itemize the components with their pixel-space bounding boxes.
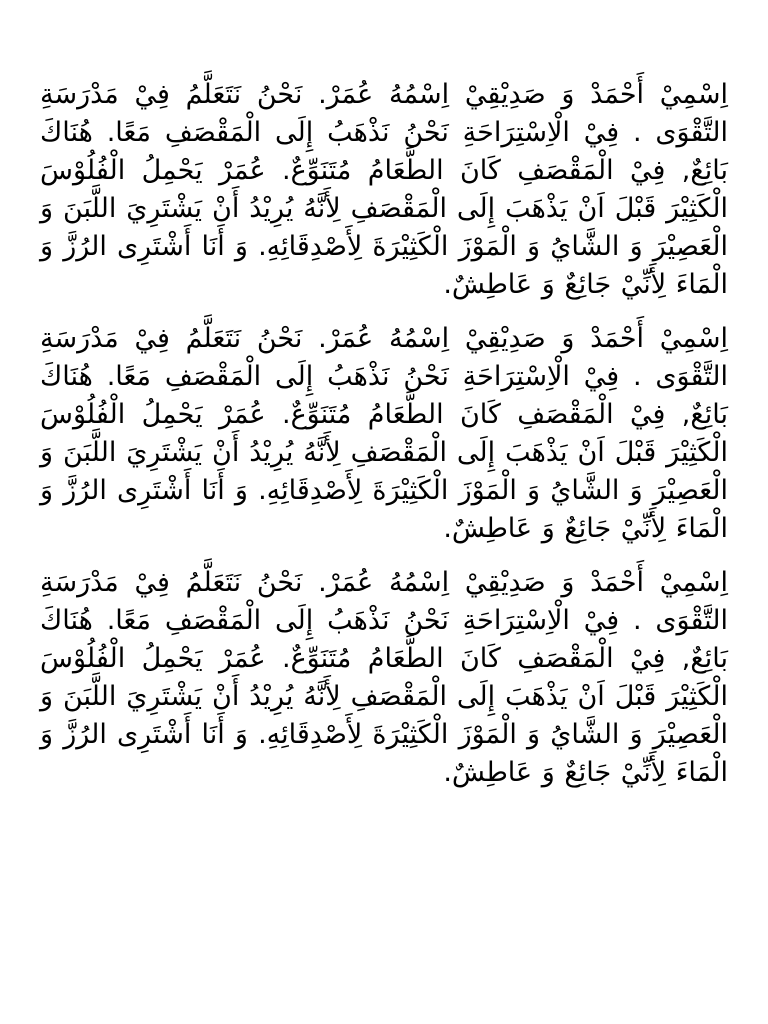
paragraph-2: اِسْمِيْ أَحْمَدْ وَ صَدِيْقِيْ اِسْمُهُ عُمَرْ. نَحْنُ نَتَعَلَّمُ فِيْ مَدْرَسَةِ التَّقْوَى . فِيْ الْاِسْتِرَاحَةِ نَحْنُ نَذْهَبُ إِلَى الْمَقْصَفِ مَعًا. هُنَاكَ بَائِعٌ, فِيْ الْمَقْصَفِ كَانَ الطَّعَامُ مُتَنَوِّعٌ. عُمَرْ يَحْمِلُ الْفُلُوْسَ الْكَثِيْرَ قَبْلَ اَنْ يَذْهَبَ إِلَى الْمَقْصَفِ لِأَنَّهُ يُرِيْدُ أَنْ يَشْتَرِيَ اللَّبَنَ وَ الْعَصِيْرَ وَ الشَّايُ وَ الْمَوْزَ الْكَثِيْرَةَ لِأَصْدِقَائِهِ. وَ أَنَا أَشْتَرِى الرُزَّ وَ الْمَاءَ لِأَنِّيْ جَائِعٌ وَ عَاطِشٌ.: [40, 323, 728, 544]
document-page: [40, 76, 728, 808]
paragraph-3: اِسْمِيْ أَحْمَدْ وَ صَدِيْقِيْ اِسْمُهُ عُمَرْ. نَحْنُ نَتَعَلَّمُ فِيْ مَدْرَسَةِ التَّقْوَى . فِيْ الْاِسْتِرَاحَةِ نَحْنُ نَذْهَبُ إِلَى الْمَقْصَفِ مَعًا. هُنَاكَ بَائِعٌ, فِيْ الْمَقْصَفِ كَانَ الطَّعَامُ مُتَنَوِّعٌ. عُمَرْ يَحْمِلُ الْفُلُوْسَ الْكَثِيْرَ قَبْلَ اَنْ يَذْهَبَ إِلَى الْمَقْصَفِ لِأَنَّهُ يُرِيْدُ أَنْ يَشْتَرِيَ اللَّبَنَ وَ الْعَصِيْرَ وَ الشَّايُ وَ الْمَوْزَ الْكَثِيْرَةَ لِأَصْدِقَائِهِ. وَ أَنَا أَشْتَرِى الرُزَّ وَ الْمَاءَ لِأَنِّيْ جَائِعٌ وَ عَاطِشٌ.: [40, 567, 728, 788]
paragraph-1: اِسْمِيْ أَحْمَدْ وَ صَدِيْقِيْ اِسْمُهُ عُمَرْ. نَحْنُ نَتَعَلَّمُ فِيْ مَدْرَسَةِ التَّقْوَى . فِيْ الْاِسْتِرَاحَةِ نَحْنُ نَذْهَبُ إِلَى الْمَقْصَفِ مَعًا. هُنَاكَ بَائِعٌ, فِيْ الْمَقْصَفِ كَانَ الطَّعَامُ مُتَنَوِّعٌ. عُمَرْ يَحْمِلُ الْفُلُوْسَ الْكَثِيْرَ قَبْلَ اَنْ يَذْهَبَ إِلَى الْمَقْصَفِ لِأَنَّهُ يُرِيْدُ أَنْ يَشْتَرِيَ اللَّبَنَ وَ الْعَصِيْرَ وَ الشَّايُ وَ الْمَوْزَ الْكَثِيْرَةَ لِأَصْدِقَائِهِ. وَ أَنَا أَشْتَرِى الرُزَّ وَ الْمَاءَ لِأَنِّيْ جَائِعٌ وَ عَاطِشٌ.: [40, 79, 728, 300]
